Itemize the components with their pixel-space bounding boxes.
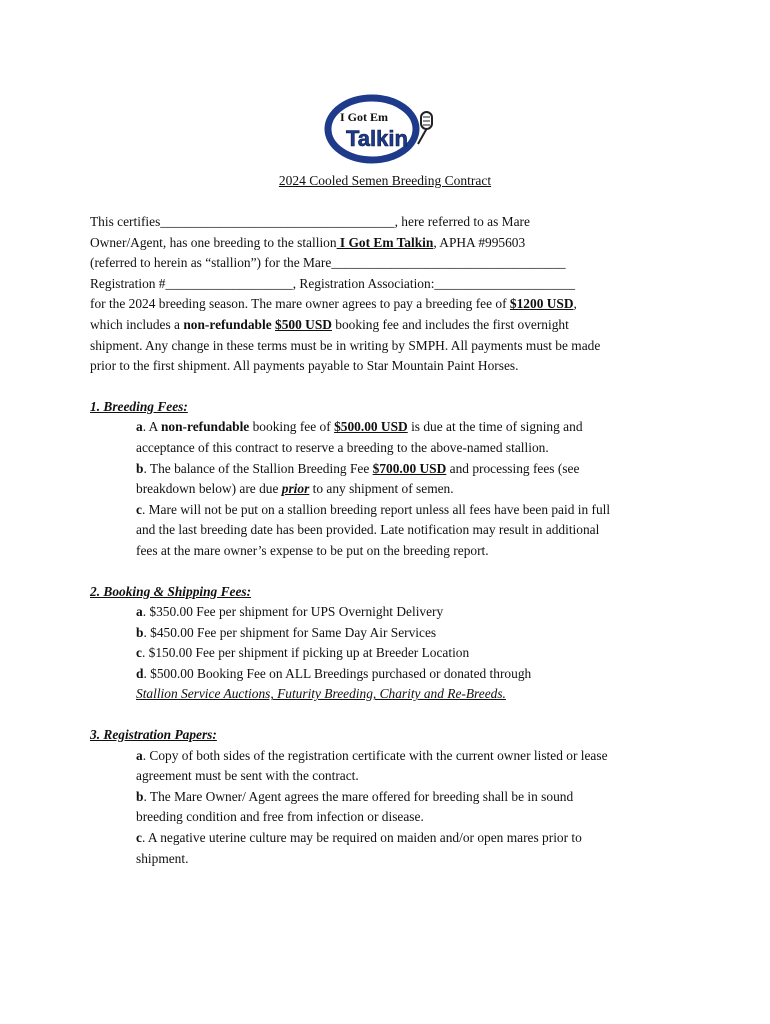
list-item: c. Mare will not be put on a stallion breeding report unless all fees have been paid in full	[136, 501, 611, 517]
list-item: shipment.	[136, 850, 189, 866]
list-item: Stallion Service Auctions, Futurity Breeding, Charity and Re-Breeds.	[136, 686, 506, 702]
list-item: c. $150.00 Fee per shipment if picking up at Breeder Location	[136, 645, 470, 661]
microphone-icon	[418, 112, 432, 144]
list-item: breeding condition and free from infection or disease.	[136, 809, 424, 825]
intro-line: Owner/Agent, has one breeding to the stallion I Got Em Talkin, APHA #995603	[90, 234, 526, 250]
breeding-fee: $1200 USD	[509, 296, 574, 312]
list-item: a. A non-refundable booking fee of $500.00 USD is due at the time of signing and	[136, 419, 583, 435]
list-item: agreement must be sent with the contract.	[136, 768, 359, 784]
intro-line: Registration #___________________, Registration Association:_____________________	[90, 275, 576, 291]
list-item: b. The balance of the Stallion Breeding Fee $700.00 USD and processing fees (see	[136, 460, 580, 476]
intro-line: shipment. Any change in these terms must be in writing by SMPH. All payments must be made	[90, 337, 601, 353]
booking-fee: $500 USD	[275, 316, 332, 332]
logo-line2: Talkin	[346, 126, 408, 151]
intro-line: (referred to herein as “stallion”) for the Mare___________________________________	[90, 255, 566, 271]
list-item: a. $350.00 Fee per shipment for UPS Overnight Delivery	[136, 604, 444, 620]
contract-title: 2024 Cooled Semen Breeding Contract	[278, 173, 492, 188]
list-item: c. A negative uterine culture may be required on maiden and/or open mares prior to	[136, 830, 582, 846]
logo-line1: I Got Em	[340, 110, 388, 124]
list-item: acceptance of this contract to reserve a breeding to the above-named stallion.	[136, 439, 549, 455]
list-item: d. $500.00 Booking Fee on ALL Breedings purchased or donated through	[136, 665, 532, 681]
section-heading-booking-shipping: 2. Booking & Shipping Fees:	[90, 583, 252, 599]
contract-body	[90, 212, 690, 869]
list-item: a. Copy of both sides of the registration certificate with the current owner listed or lease	[136, 747, 608, 763]
list-item: fees at the mare owner’s expense to be put on the breeding report.	[136, 542, 489, 558]
list-item: b. $450.00 Fee per shipment for Same Day Air Services	[136, 624, 437, 640]
intro-line: prior to the first shipment. All payments payable to Star Mountain Paint Horses.	[90, 358, 519, 374]
logo	[318, 88, 442, 170]
list-item: and the last breeding date has been provided. Late notification may result in additional	[136, 522, 600, 538]
stallion-name: I Got Em Talkin	[336, 234, 434, 250]
intro-line: which includes a non-refundable $500 USD booking fee and includes the first overnight	[90, 316, 569, 332]
intro-line: This certifies___________________________________, here referred to as Mare	[90, 214, 530, 229]
list-item: breakdown below) are due prior to any shipment of semen.	[136, 481, 454, 497]
section-heading-breeding-fees: 1. Breeding Fees:	[90, 398, 188, 414]
intro-line: for the 2024 breeding season. The mare owner agrees to pay a breeding fee of $1200 USD,	[90, 296, 577, 312]
list-item: b. The Mare Owner/ Agent agrees the mare offered for breeding shall be in sound	[136, 788, 574, 804]
section-heading-registration-papers: 3. Registration Papers:	[90, 727, 217, 743]
